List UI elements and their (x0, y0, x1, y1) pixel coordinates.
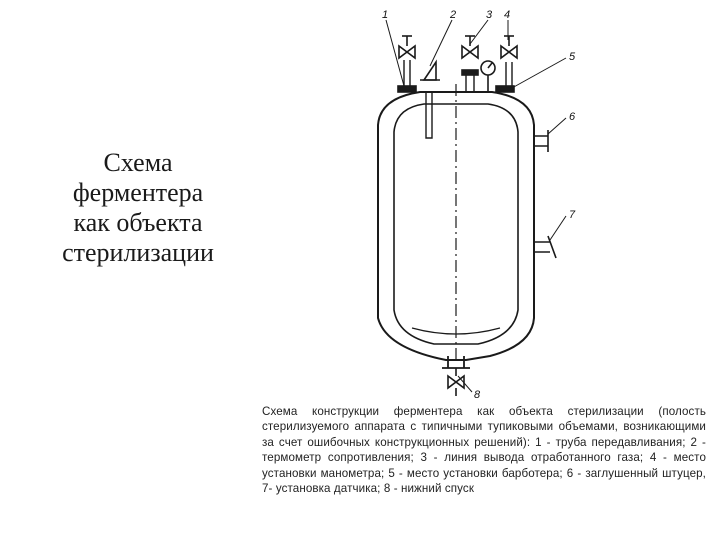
title-line: стерилизации (62, 238, 214, 267)
title-line: ферментера (72, 178, 204, 207)
blind-nozzle (534, 130, 548, 152)
diagram-caption: Схема конструкции ферментера как объекта стерилизации (полость стерилизуемого аппарата с типичными тупиковыми объемами, возникающими за счет ошибочных конструкционных решений): 1 - труба передавливания; 2 - термометр сопротивления; 3 - линия вывода отработанного газа; 4 - место установки манометра; 5 - место установки барботера; 6 - заглушенный штуцер, 7- установка датчика; 8 - нижний спуск (262, 405, 706, 496)
callout-7: 7 (569, 209, 576, 221)
callout-6: 6 (569, 111, 576, 123)
valve-1-icon (399, 46, 415, 58)
thermometer-sleeve (426, 92, 432, 138)
callout-2: 2 (450, 9, 457, 21)
top-flange-left (398, 86, 416, 92)
drain-valve-icon (448, 376, 464, 388)
callout-8: 8 (474, 389, 481, 401)
callout-5: 5 (569, 51, 576, 63)
title-line: как объекта (73, 208, 203, 237)
callout-3: 3 (486, 9, 493, 21)
valve-5-icon (501, 46, 517, 58)
callout-4: 4 (504, 9, 511, 21)
sensor-fitting (534, 236, 556, 258)
title-line: Схема (103, 148, 173, 177)
callout-1: 1 (382, 9, 389, 21)
valve-3-icon (462, 46, 478, 58)
thermometer-head-icon (424, 62, 436, 80)
offgas-pipe (466, 74, 474, 92)
